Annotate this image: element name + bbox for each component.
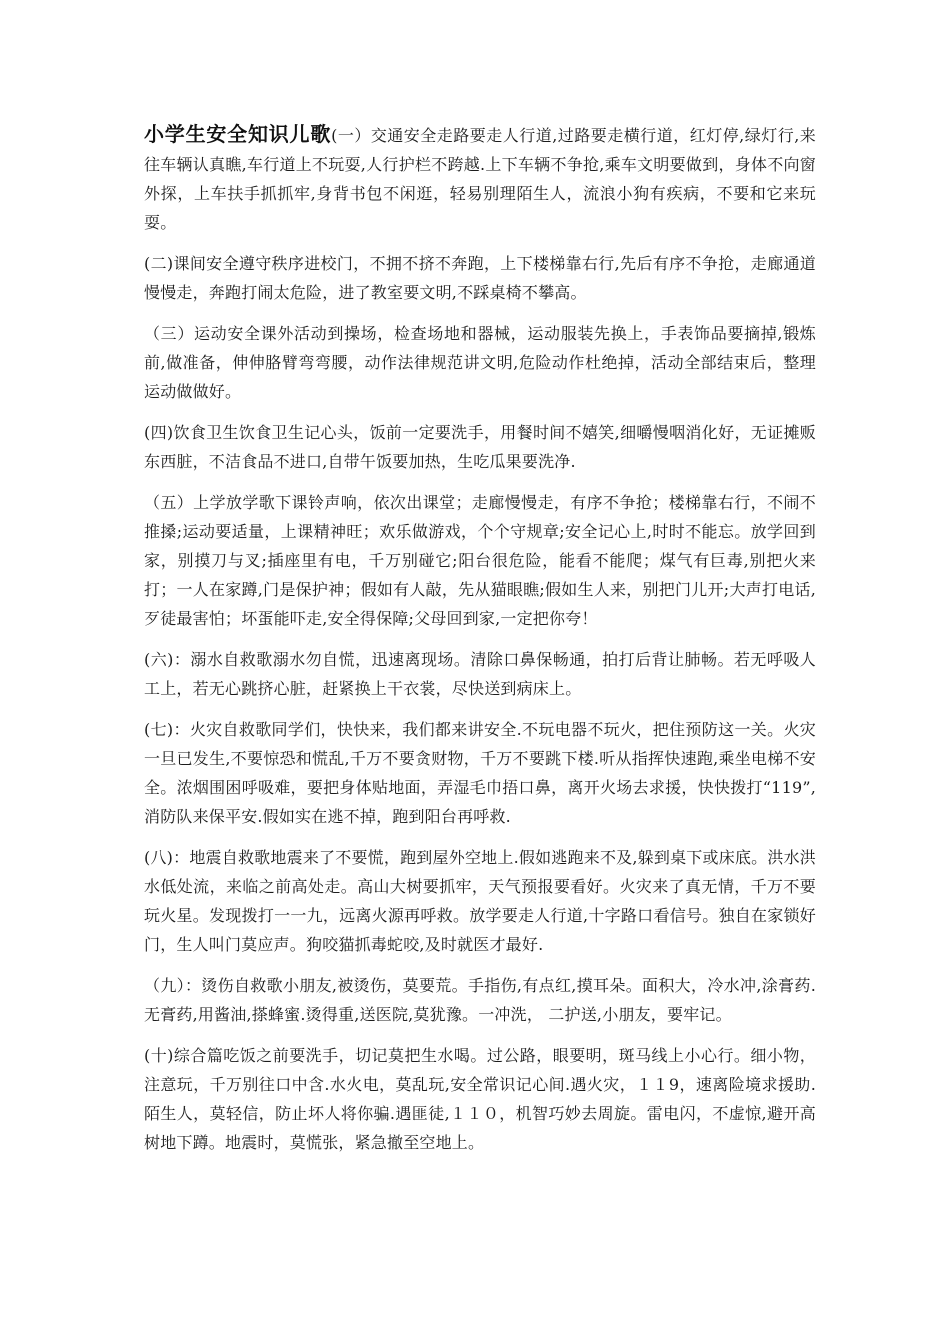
paragraph-10: (十)综合篇吃饭之前要洗手，切记莫把生水喝。过公路，眼要明，斑马线上小心行。细小物，注意玩，千万别往口中含.水火电，莫乱玩,安全常识记心间.遇火灾，１１9，速离险境求援助.陌生人，莫轻信，防止坏人将你骗.遇匪徒,１１０，机智巧妙去周旋。雷电闪，不虚惊,避开高树地下蹲。地震时，莫慌张，紧急撤至空地上。 xyxy=(144,1046,816,1152)
paragraph-7: (七)：火灾自救歌同学们，快快来，我们都来讲安全.不玩电器不玩火，把住预防这一关。火灾一旦已发生,不要惊恐和慌乱,千万不要贪财物，千万不要跳下楼.听从指挥快速跑,乘坐电梯不安全。浓烟围困呼吸难，要把身体贴地面，弄湿毛巾捂口鼻，离开火场去求援，快快拨打“119”,消防队来保平安.假如实在逃不掉，跑到阳台再呼救. xyxy=(144,720,816,826)
paragraph-9: （九）：烫伤自救歌小朋友,被烫伤，莫要荒。手指伤,有点红,摸耳朵。面积大，冷水冲,涂膏药.无膏药,用酱油,搽蜂蜜.烫得重,送医院,莫犹豫。一冲洗， 二护送,小朋友，要牢记。 xyxy=(144,976,816,1024)
paragraph-8: (八)：地震自救歌地震来了不要慌，跑到屋外空地上.假如逃跑来不及,躲到桌下或床底。洪水洪水低处流，来临之前高处走。高山大树要抓牢，天气预报要看好。火灾来了真无情，千万不要玩火星。发现拨打一一九，远离火源再呼救。放学要走人行道,十字路口看信号。独自在家锁好门，生人叫门莫应声。狗咬猫抓毒蛇咬,及时就医才最好. xyxy=(144,848,816,954)
paragraph-6: (六)：溺水自救歌溺水勿自慌，迅速离现场。清除口鼻保畅通，拍打后背让肺畅。若无呼吸人工上，若无心跳挤心脏，赶紧换上干衣裳，尽快送到病床上。 xyxy=(144,650,816,698)
paragraph-1 xyxy=(144,120,816,237)
paragraph-3: （三）运动安全课外活动到操场，检查场地和器械，运动服装先换上，手表饰品要摘掉,锻炼前,做准备，伸伸胳臂弯弯腰，动作法律规范讲文明,危险动作杜绝掉，活动全部结束后，整理运动做做好。 xyxy=(144,324,816,401)
paragraph-5: （五）上学放学歌下课铃声响，依次出课堂；走廊慢慢走，有序不争抢；楼梯靠右行，不闹不推搡;运动要适量，上课精神旺；欢乐做游戏，个个守规章;安全记心上,时时不能忘。放学回到家，别摸刀与叉;插座里有电，千万别碰它;阳台很危险，能看不能爬；煤气有巨毒,别把火来打；一人在家蹲,门是保护神；假如有人敲，先从猫眼瞧;假如生人来，别把门儿开;大声打电话,歹徒最害怕；坏蛋能吓走,安全得保障;父母回到家,一定把你夸！ xyxy=(144,493,816,628)
paragraph-4: (四)饮食卫生饮食卫生记心头，饭前一定要洗手，用餐时间不嬉笑,细嚼慢咽消化好，无证摊贩东西脏，不洁食品不进口,自带午饭要加热，生吃瓜果要洗净. xyxy=(144,423,816,471)
document-title: 小学生安全知识儿歌 xyxy=(144,122,332,146)
document-page xyxy=(144,120,816,1169)
paragraph-1-text: (一）交通安全走路要走人行道,过路要走横行道，红灯停,绿灯行,来往车辆认真瞧,车行道上不玩耍,人行护栏不跨越.上下车辆不争抢,乘车文明要做到，身体不向窗外探，上车扶手抓抓牢,身背书包不闲逛，轻易别理陌生人，流浪小狗有疾病，不要和它来玩耍。 xyxy=(144,126,816,232)
paragraph-2: (二)课间安全遵守秩序进校门，不拥不挤不奔跑，上下楼梯靠右行,先后有序不争抢，走廊通道慢慢走，奔跑打闹太危险，进了教室要文明,不踩桌椅不攀高。 xyxy=(144,254,816,302)
